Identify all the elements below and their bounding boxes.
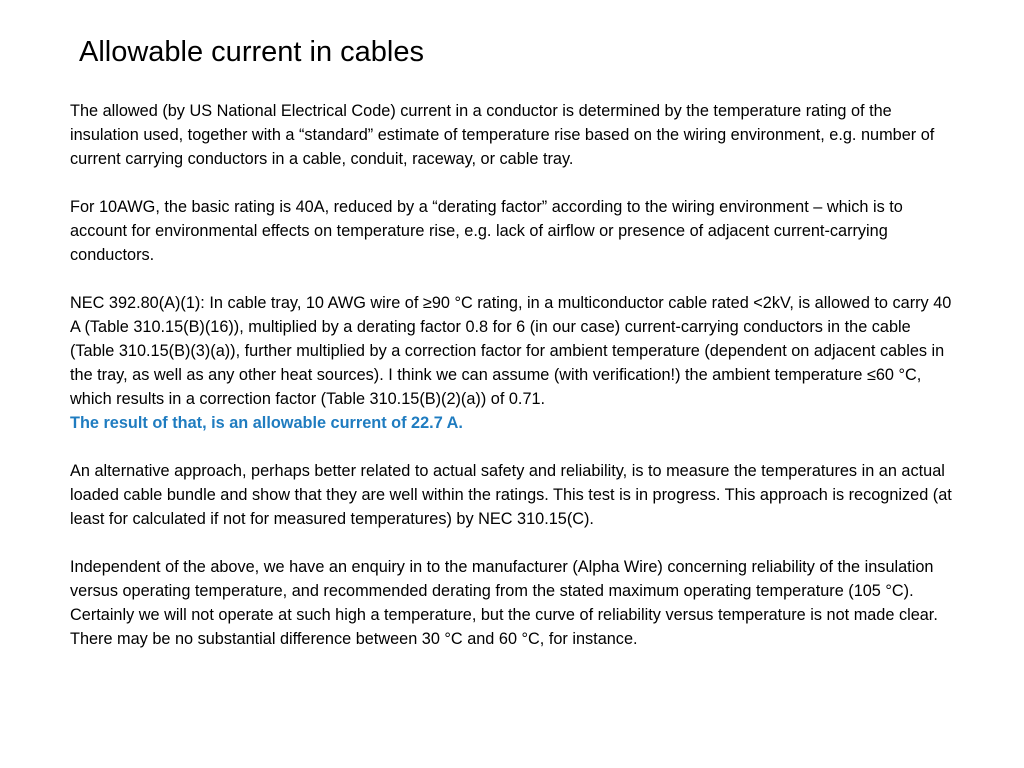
paragraph-nec-overview: The allowed (by US National Electrical Code) current in a conductor is determined by the temperature rating of the insulation used, together with a “standard” estimate of temperature rise based on the wiring environment, e.g. number of current carrying conductors in a cable, conduit, raceway, or cable tray. (70, 102, 935, 168)
paragraph-spacer (70, 171, 954, 195)
paragraph-manufacturer-enquiry: Independent of the above, we have an enquiry in to the manufacturer (Alpha Wire) concerning reliability of the insulation versus operating temperature, and recommended derating from the stated maximum operating temperature (105 °C). Certainly we will not operate at such high a temperature, but the curve of reliability versus temperature is not made clear. There may be no substantial difference between 30 °C and 60 °C, for instance. (70, 558, 938, 648)
paragraph-10awg-rating: For 10AWG, the basic rating is 40A, reduced by a “derating factor” according to the wiring environment – which is to account for environmental effects on temperature rise, e.g. lack of airflow or presence of adjacent current-carrying conductors. (70, 198, 903, 264)
paragraph-spacer (70, 531, 954, 555)
paragraph-nec-392-80: NEC 392.80(A)(1): In cable tray, 10 AWG wire of ≥90 °C rating, in a multiconductor cable rated <2kV, is allowed to carry 40 A (Table 310.15(B)(16)), multiplied by a derating factor 0.8 for 6 (in our case) current-carrying conductors in the cable (Table 310.15(B)(3)(a)), further multiplied by a correction factor for ambient temperature (dependent on adjacent cables in the tray, as well as any other heat sources). I think we can assume (with verification!) the ambient temperature ≤60 °C, which results in a correction factor (Table 310.15(B)(2)(a)) of 0.71. (70, 294, 952, 408)
paragraph-alternative-approach: An alternative approach, perhaps better related to actual safety and reliability, is to measure the temperatures in an actual loaded cable bundle and show that they are well within the ratings. This test is in progress. This approach is recognized (at least for calculated if not for measured temperatures) by NEC 310.15(C). (70, 462, 952, 528)
slide-title: Allowable current in cables (79, 36, 424, 68)
result-highlight: The result of that, is an allowable current of 22.7 A. (70, 414, 463, 432)
slide-body (70, 99, 954, 651)
paragraph-spacer (70, 267, 954, 291)
paragraph-spacer (70, 435, 954, 459)
